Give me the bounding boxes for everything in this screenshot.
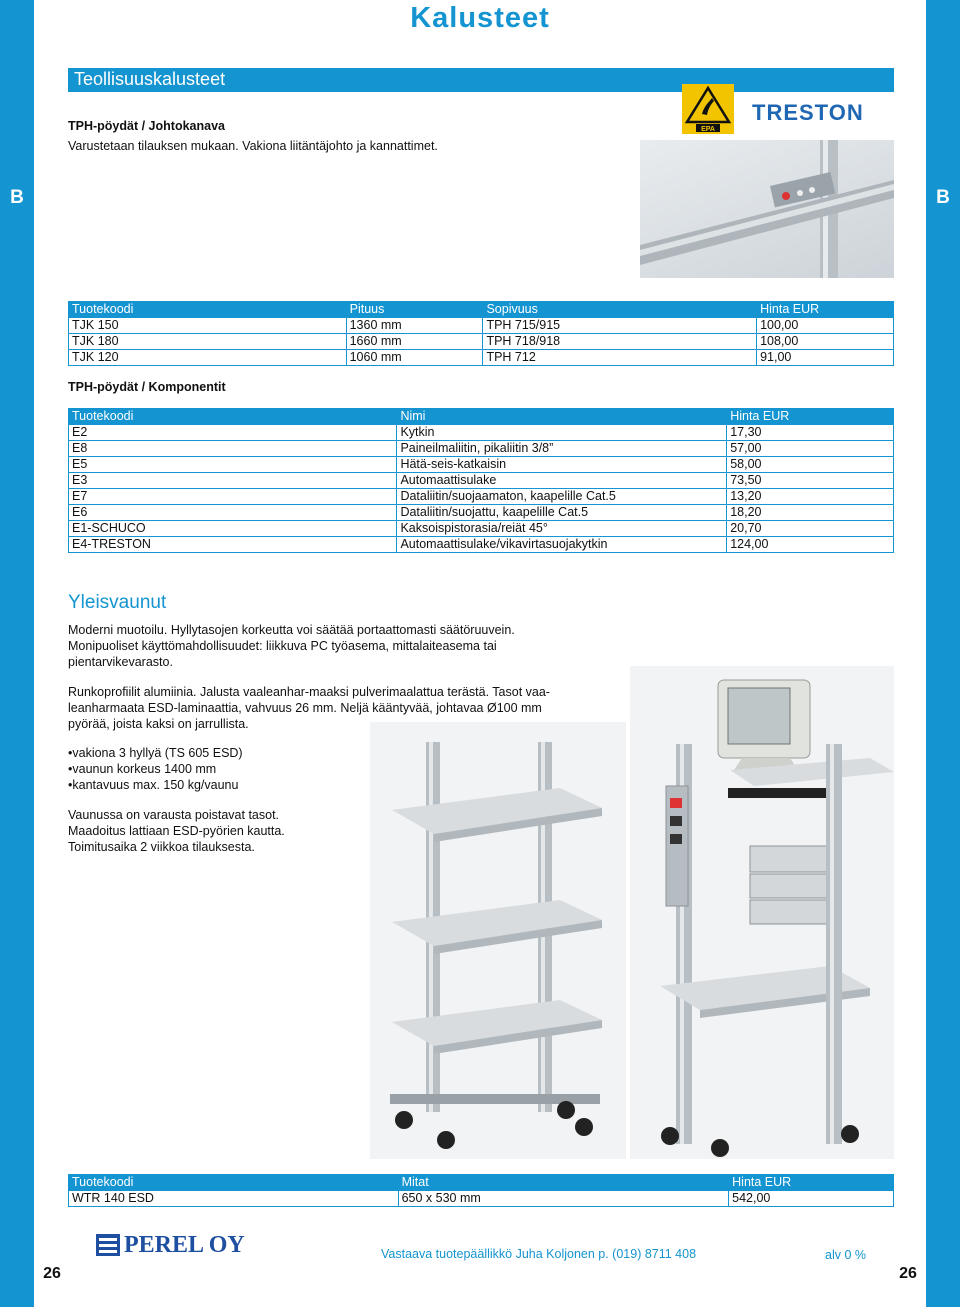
section-letter-left: B	[10, 187, 24, 208]
table-row	[69, 1191, 894, 1207]
col-header: Tuotekoodi	[69, 409, 397, 425]
cable-channel-table	[68, 301, 894, 366]
product-heading-johtokanava: TPH-pöydät / Johtokanava	[68, 119, 225, 133]
table-row	[69, 473, 894, 489]
right-side-bar	[899, 0, 960, 1307]
text-line: Runkoprofiilit alumiinia. Jalusta vaaleanhar-maaksi pulverimaalattua terästä. Tasot vaa-	[68, 685, 550, 699]
bullet-item: •vakiona 3 hyllyä (TS 605 ESD)	[68, 746, 243, 760]
col-header: Nimi	[397, 409, 727, 425]
table-cell: 108,00	[757, 334, 894, 350]
table-cell: 18,20	[727, 505, 894, 521]
yleisvaunut-paragraph-3	[68, 807, 285, 855]
table-cell: E3	[69, 473, 397, 489]
table-cell: 17,30	[727, 425, 894, 441]
table-cell: TJK 150	[69, 318, 347, 334]
table-row	[69, 334, 894, 350]
perel-logo-icon	[96, 1234, 120, 1261]
table-cell: E8	[69, 441, 397, 457]
col-header: Hinta EUR	[757, 302, 894, 318]
table-row	[69, 318, 894, 334]
page-number-right: 26	[899, 1265, 917, 1282]
table-cell: 20,70	[727, 521, 894, 537]
trolley-photo	[370, 722, 626, 1159]
table-cell: 13,20	[727, 489, 894, 505]
section-letter-right: B	[936, 187, 950, 208]
yleisvaunut-heading: Yleisvaunut	[68, 592, 167, 613]
table-cell: E1-SCHUCO	[69, 521, 397, 537]
table-row	[69, 489, 894, 505]
text-line: Vaunussa on varausta poistavat tasot.	[68, 808, 280, 822]
table-cell: E7	[69, 489, 397, 505]
table-cell: TPH 715/915	[483, 318, 757, 334]
table-cell: WTR 140 ESD	[69, 1191, 399, 1207]
text-line: leanharmaata ESD-laminaattia, vahvuus 26 mm. Neljä kääntyvää, johtavaa Ø100 mm	[68, 701, 542, 715]
trolley-price-table	[68, 1174, 894, 1207]
bullet-item: •kantavuus max. 150 kg/vaunu	[68, 778, 239, 792]
table-row	[69, 425, 894, 441]
text-line: Moderni muotoilu. Hyllytasojen korkeutta voi säätää portaattomasti säätöruuvein.	[68, 623, 515, 637]
left-side-bar	[0, 0, 61, 1307]
yleisvaunut-paragraph-1	[68, 622, 515, 670]
table-cell: Kytkin	[397, 425, 727, 441]
table-cell: Automaattisulake	[397, 473, 727, 489]
table-cell: 124,00	[727, 537, 894, 553]
col-header: Tuotekoodi	[69, 1175, 399, 1191]
col-header: Hinta EUR	[729, 1175, 894, 1191]
table-cell: 1360 mm	[346, 318, 483, 334]
table-header-row	[69, 1175, 894, 1191]
company-name: PEREL OY	[124, 1232, 245, 1258]
col-header: Tuotekoodi	[69, 302, 347, 318]
table-cell: Hätä-seis-katkaisin	[397, 457, 727, 473]
product-heading-komponentit: TPH-pöydät / Komponentit	[68, 380, 226, 394]
footer-contact: Vastaava tuotepäällikkö Juha Koljonen p. (019) 8711 408	[381, 1247, 697, 1261]
yleisvaunut-bullets	[68, 745, 243, 793]
col-header: Pituus	[346, 302, 483, 318]
table-cell: Dataliitin/suojaamaton, kaapelille Cat.5	[397, 489, 727, 505]
table-row	[69, 350, 894, 366]
table-cell: 73,50	[727, 473, 894, 489]
table-row	[69, 457, 894, 473]
table-row	[69, 521, 894, 537]
treston-logo: TRESTON	[752, 100, 864, 125]
table-cell: 542,00	[729, 1191, 894, 1207]
pc-workstation-photo	[630, 666, 894, 1159]
page-number-left: 26	[43, 1265, 61, 1282]
text-line: Maadoitus lattiaan ESD-pyörien kautta.	[68, 824, 285, 838]
text-line: pientarvikevarasto.	[68, 655, 173, 669]
table-row	[69, 505, 894, 521]
col-header: Hinta EUR	[727, 409, 894, 425]
epa-label: EPA	[701, 126, 715, 133]
table-row	[69, 537, 894, 553]
text-line: Monipuoliset käyttömahdollisuudet: liikkuva PC työasema, mittalaiteasema tai	[68, 639, 497, 653]
table-cell: 57,00	[727, 441, 894, 457]
col-header: Mitat	[398, 1175, 729, 1191]
table-cell: TPH 712	[483, 350, 757, 366]
table-cell: Kaksoispistorasia/reiät 45°	[397, 521, 727, 537]
page-title: Kalusteet	[410, 2, 550, 34]
table-cell: 58,00	[727, 457, 894, 473]
text-line: pyörää, joista kaksi on jarrullista.	[68, 717, 249, 731]
table-cell: TPH 718/918	[483, 334, 757, 350]
table-cell: 91,00	[757, 350, 894, 366]
table-cell: 1060 mm	[346, 350, 483, 366]
table-cell: E5	[69, 457, 397, 473]
table-cell: E6	[69, 505, 397, 521]
table-row	[69, 441, 894, 457]
table-cell: Dataliitin/suojattu, kaapelille Cat.5	[397, 505, 727, 521]
table-cell: E2	[69, 425, 397, 441]
table-header-row	[69, 302, 894, 318]
table-header-row	[69, 409, 894, 425]
product-description-johtokanava: Varustetaan tilauksen mukaan. Vakiona liitäntäjohto ja kannattimet.	[68, 139, 438, 153]
table-cell: TJK 120	[69, 350, 347, 366]
table-cell: TJK 180	[69, 334, 347, 350]
table-cell: Paineilmaliitin, pikaliitin 3/8”	[397, 441, 727, 457]
text-line: Toimitusaika 2 viikkoa tilauksesta.	[68, 840, 255, 854]
footer-vat-note: alv 0 %	[825, 1248, 866, 1262]
table-cell: 100,00	[757, 318, 894, 334]
table-cell: 1660 mm	[346, 334, 483, 350]
cable-channel-photo	[640, 140, 894, 278]
col-header: Sopivuus	[483, 302, 757, 318]
components-table	[68, 408, 894, 553]
esd-epa-logo	[682, 84, 734, 134]
table-cell: Automaattisulake/vikavirtasuojakytkin	[397, 537, 727, 553]
section-title: Teollisuuskalusteet	[68, 68, 894, 92]
table-cell: E4-TRESTON	[69, 537, 397, 553]
bullet-item: •vaunun korkeus 1400 mm	[68, 762, 217, 776]
table-cell: 650 x 530 mm	[398, 1191, 729, 1207]
